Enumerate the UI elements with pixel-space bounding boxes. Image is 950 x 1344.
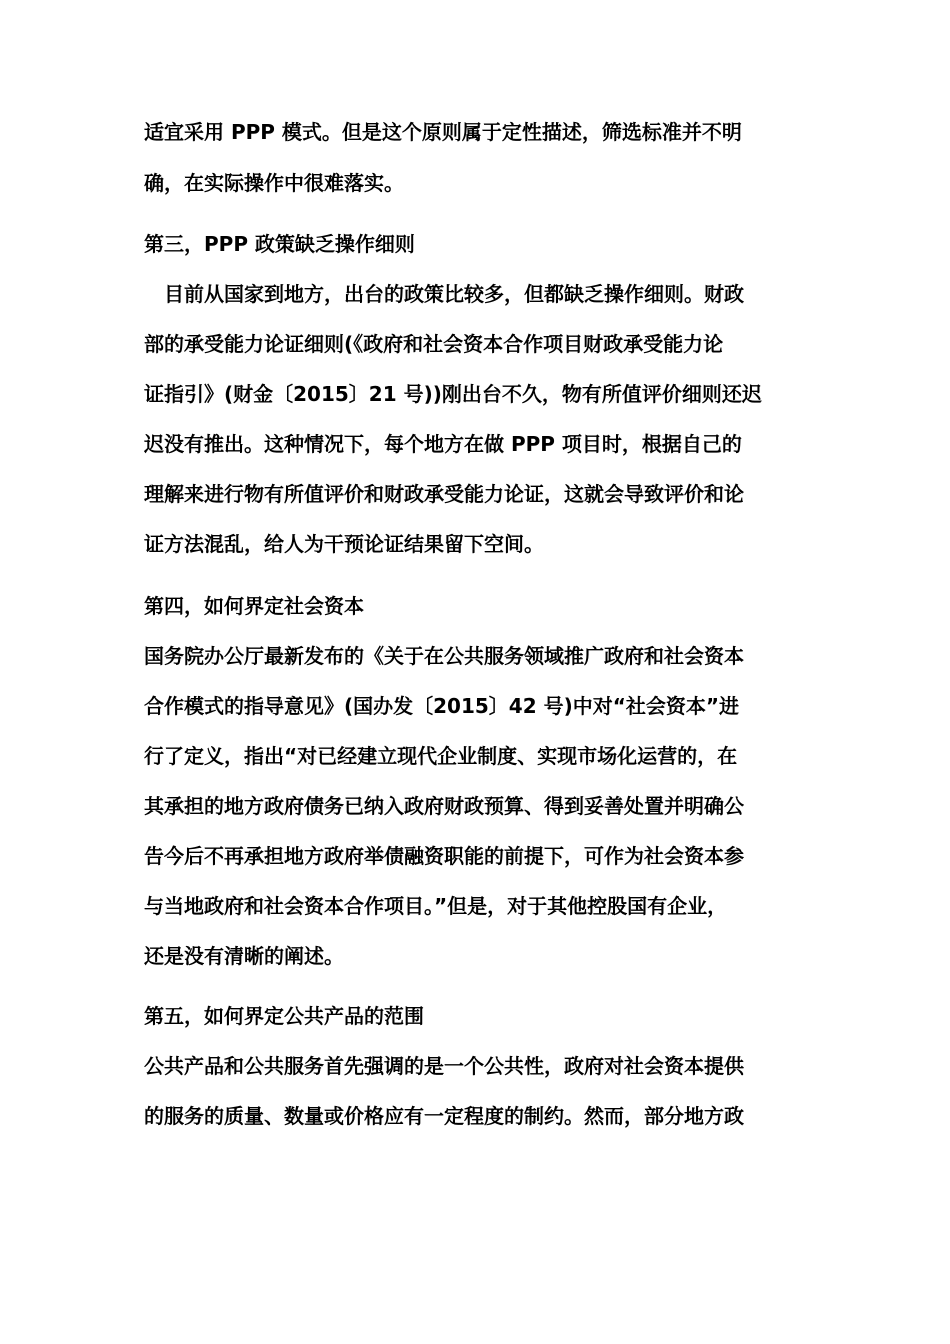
text-line: 合作模式的指导意见》(国办发〔2015〕42 号)中对“社会资本”进: [144, 694, 740, 718]
text-line: 与当地政府和社会资本合作项目。”但是，对于其他控股国有企业，: [144, 894, 728, 918]
text-line: 迟没有推出。这种情况下，每个地方在做 PPP 项目时，根据自己的: [144, 432, 742, 456]
section-heading: 第三，PPP 政策缺乏操作细则: [144, 232, 415, 256]
text-line: 适宜采用 PPP 模式。但是这个原则属于定性描述，筛选标准并不明: [144, 120, 742, 144]
text-line: 证方法混乱，给人为干预论证结果留下空间。: [144, 532, 544, 556]
text-line: 目前从国家到地方，出台的政策比较多，但都缺乏操作细则。财政: [164, 282, 744, 306]
text-line: 国务院办公厅最新发布的《关于在公共服务领域推广政府和社会资本: [144, 644, 744, 668]
section-heading: 第五，如何界定公共产品的范围: [144, 1004, 424, 1028]
text-line: 行了定义，指出“对已经建立现代企业制度、实现市场化运营的，在: [144, 744, 738, 768]
text-line: 还是没有清晰的阐述。: [144, 944, 344, 968]
text-line: 其承担的地方政府债务已纳入政府财政预算、得到妥善处置并明确公: [144, 794, 744, 818]
text-line: 告今后不再承担地方政府举债融资职能的前提下，可作为社会资本参: [144, 844, 744, 868]
text-line: 确，在实际操作中很难落实。: [144, 171, 404, 195]
section-heading: 第四，如何界定社会资本: [144, 594, 364, 618]
text-line: 部的承受能力论证细则(《政府和社会资本合作项目财政承受能力论: [144, 332, 724, 356]
text-line: 的服务的质量、数量或价格应有一定程度的制约。然而，部分地方政: [144, 1104, 744, 1128]
text-line: 证指引》(财金〔2015〕21 号))刚出台不久，物有所值评价细则还迟: [144, 382, 762, 406]
text-line: 公共产品和公共服务首先强调的是一个公共性，政府对社会资本提供: [144, 1054, 744, 1078]
text-line: 理解来进行物有所值评价和财政承受能力论证，这就会导致评价和论: [144, 482, 744, 506]
